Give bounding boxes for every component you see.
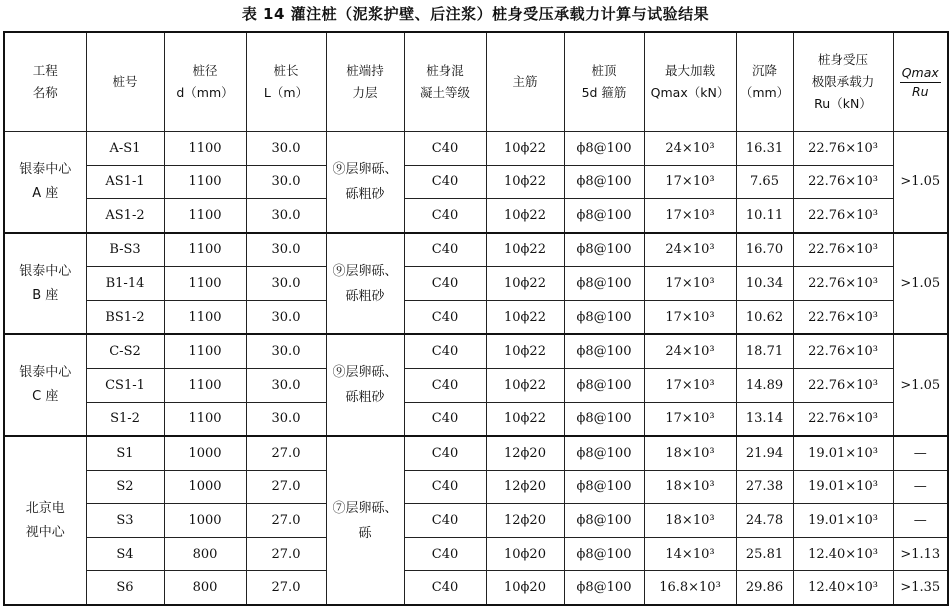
pile-no-cell: B1-14 bbox=[86, 267, 164, 301]
table-row bbox=[4, 199, 948, 233]
ratio-cell: >1.05 bbox=[893, 132, 948, 233]
table-row bbox=[4, 300, 948, 334]
concrete-cell: C40 bbox=[404, 571, 486, 605]
ru-cell: 22.76×10³ bbox=[793, 267, 893, 301]
ru-cell: 22.76×10³ bbox=[793, 368, 893, 402]
ratio-cell: >1.13 bbox=[893, 537, 948, 571]
concrete-cell: C40 bbox=[404, 165, 486, 199]
header-bearing-layer: 桩端持 力层 bbox=[326, 32, 404, 132]
ratio-cell: — bbox=[893, 470, 948, 504]
settlement-cell: 13.14 bbox=[736, 402, 793, 436]
pile-results-table bbox=[3, 31, 949, 606]
pile-no-cell: S4 bbox=[86, 537, 164, 571]
diameter-cell: 800 bbox=[164, 537, 246, 571]
project-name-cell: 银泰中心 B 座 bbox=[4, 233, 86, 335]
length-cell: 30.0 bbox=[246, 132, 326, 166]
stirrup-cell: ϕ8@100 bbox=[564, 334, 644, 368]
header-qmax: 最大加载 Qmax（kN） bbox=[644, 32, 736, 132]
settlement-cell: 25.81 bbox=[736, 537, 793, 571]
diameter-cell: 1000 bbox=[164, 504, 246, 538]
qmax-cell: 18×10³ bbox=[644, 436, 736, 470]
diameter-cell: 1100 bbox=[164, 267, 246, 301]
diameter-cell: 1100 bbox=[164, 368, 246, 402]
header-stirrup: 桩顶 5d 箍筋 bbox=[564, 32, 644, 132]
main-bar-cell: 10ϕ22 bbox=[486, 300, 564, 334]
main-bar-cell: 10ϕ20 bbox=[486, 537, 564, 571]
length-cell: 30.0 bbox=[246, 199, 326, 233]
length-cell: 27.0 bbox=[246, 571, 326, 605]
ru-cell: 19.01×10³ bbox=[793, 470, 893, 504]
stirrup-cell: ϕ8@100 bbox=[564, 402, 644, 436]
ru-cell: 22.76×10³ bbox=[793, 199, 893, 233]
concrete-cell: C40 bbox=[404, 470, 486, 504]
stirrup-cell: ϕ8@100 bbox=[564, 165, 644, 199]
stirrup-cell: ϕ8@100 bbox=[564, 571, 644, 605]
diameter-cell: 1100 bbox=[164, 402, 246, 436]
ru-cell: 22.76×10³ bbox=[793, 165, 893, 199]
qmax-cell: 14×10³ bbox=[644, 537, 736, 571]
concrete-cell: C40 bbox=[404, 368, 486, 402]
length-cell: 30.0 bbox=[246, 368, 326, 402]
pile-no-cell: S1 bbox=[86, 436, 164, 470]
length-cell: 30.0 bbox=[246, 300, 326, 334]
main-bar-cell: 10ϕ22 bbox=[486, 368, 564, 402]
pile-no-cell: AS1-1 bbox=[86, 165, 164, 199]
table-title: 表 14 灌注桩（泥浆护壁、后注浆）桩身受压承载力计算与试验结果 bbox=[241, 5, 710, 23]
table-row bbox=[4, 267, 948, 301]
concrete-cell: C40 bbox=[404, 504, 486, 538]
pile-no-cell: B-S3 bbox=[86, 233, 164, 267]
ru-cell: 22.76×10³ bbox=[793, 233, 893, 267]
qmax-cell: 18×10³ bbox=[644, 504, 736, 538]
length-cell: 27.0 bbox=[246, 470, 326, 504]
settlement-cell: 21.94 bbox=[736, 436, 793, 470]
main-bar-cell: 10ϕ20 bbox=[486, 571, 564, 605]
diameter-cell: 1100 bbox=[164, 199, 246, 233]
ratio-fraction: $\frac{Qmax}{Ru}$ bbox=[901, 64, 939, 99]
ratio-cell: >1.35 bbox=[893, 571, 948, 605]
qmax-cell: 18×10³ bbox=[644, 470, 736, 504]
ru-cell: 22.76×10³ bbox=[793, 300, 893, 334]
stirrup-cell: ϕ8@100 bbox=[564, 504, 644, 538]
ratio-cell: >1.05 bbox=[893, 233, 948, 335]
table-row bbox=[4, 470, 948, 504]
main-bar-cell: 10ϕ22 bbox=[486, 334, 564, 368]
diameter-cell: 800 bbox=[164, 571, 246, 605]
qmax-cell: 24×10³ bbox=[644, 233, 736, 267]
pile-no-cell: C-S2 bbox=[86, 334, 164, 368]
concrete-cell: C40 bbox=[404, 334, 486, 368]
header-diameter: 桩径 d（mm） bbox=[164, 32, 246, 132]
ratio-cell: >1.05 bbox=[893, 334, 948, 436]
stirrup-cell: ϕ8@100 bbox=[564, 537, 644, 571]
settlement-cell: 18.71 bbox=[736, 334, 793, 368]
header-row bbox=[4, 32, 948, 132]
main-bar-cell: 10ϕ22 bbox=[486, 267, 564, 301]
pile-no-cell: A-S1 bbox=[86, 132, 164, 166]
concrete-cell: C40 bbox=[404, 537, 486, 571]
pile-no-cell: S3 bbox=[86, 504, 164, 538]
qmax-cell: 17×10³ bbox=[644, 267, 736, 301]
table-row bbox=[4, 233, 948, 267]
table-row bbox=[4, 402, 948, 436]
stirrup-cell: ϕ8@100 bbox=[564, 199, 644, 233]
main-bar-cell: 12ϕ20 bbox=[486, 436, 564, 470]
concrete-cell: C40 bbox=[404, 402, 486, 436]
ru-cell: 12.40×10³ bbox=[793, 537, 893, 571]
settlement-cell: 16.31 bbox=[736, 132, 793, 166]
pile-no-cell: BS1-2 bbox=[86, 300, 164, 334]
length-cell: 30.0 bbox=[246, 233, 326, 267]
table-row bbox=[4, 537, 948, 571]
table-row bbox=[4, 571, 948, 605]
length-cell: 27.0 bbox=[246, 504, 326, 538]
settlement-cell: 7.65 bbox=[736, 165, 793, 199]
settlement-cell: 24.78 bbox=[736, 504, 793, 538]
bearing-layer-cell: ⑨层卵砾、 砾粗砂 bbox=[326, 334, 404, 436]
bearing-layer-cell: ⑨层卵砾、 砾粗砂 bbox=[326, 132, 404, 233]
diameter-cell: 1100 bbox=[164, 165, 246, 199]
main-bar-cell: 10ϕ22 bbox=[486, 402, 564, 436]
ru-cell: 22.76×10³ bbox=[793, 334, 893, 368]
main-bar-cell: 10ϕ22 bbox=[486, 199, 564, 233]
table-row bbox=[4, 165, 948, 199]
project-name-cell: 银泰中心 C 座 bbox=[4, 334, 86, 436]
stirrup-cell: ϕ8@100 bbox=[564, 267, 644, 301]
header-pile-no: 桩号 bbox=[86, 32, 164, 132]
table-row bbox=[4, 334, 948, 368]
settlement-cell: 27.38 bbox=[736, 470, 793, 504]
length-cell: 30.0 bbox=[246, 402, 326, 436]
qmax-cell: 24×10³ bbox=[644, 334, 736, 368]
bearing-layer-cell: ⑨层卵砾、 砾粗砂 bbox=[326, 233, 404, 335]
bearing-layer-cell: ⑦层卵砾、 砾 bbox=[326, 436, 404, 605]
concrete-cell: C40 bbox=[404, 233, 486, 267]
main-bar-cell: 10ϕ22 bbox=[486, 165, 564, 199]
stirrup-cell: ϕ8@100 bbox=[564, 436, 644, 470]
table-row bbox=[4, 436, 948, 470]
concrete-cell: C40 bbox=[404, 300, 486, 334]
settlement-cell: 10.11 bbox=[736, 199, 793, 233]
ru-cell: 22.76×10³ bbox=[793, 132, 893, 166]
project-name-cell: 北京电 视中心 bbox=[4, 436, 86, 605]
pile-no-cell: S2 bbox=[86, 470, 164, 504]
qmax-cell: 17×10³ bbox=[644, 165, 736, 199]
concrete-cell: C40 bbox=[404, 199, 486, 233]
table-row bbox=[4, 132, 948, 166]
settlement-cell: 10.62 bbox=[736, 300, 793, 334]
settlement-cell: 29.86 bbox=[736, 571, 793, 605]
diameter-cell: 1100 bbox=[164, 300, 246, 334]
qmax-cell: 17×10³ bbox=[644, 300, 736, 334]
settlement-cell: 14.89 bbox=[736, 368, 793, 402]
header-ratio bbox=[893, 32, 948, 132]
stirrup-cell: ϕ8@100 bbox=[564, 300, 644, 334]
ratio-cell: — bbox=[893, 504, 948, 538]
ru-cell: 22.76×10³ bbox=[793, 402, 893, 436]
pile-no-cell: S6 bbox=[86, 571, 164, 605]
concrete-cell: C40 bbox=[404, 436, 486, 470]
stirrup-cell: ϕ8@100 bbox=[564, 132, 644, 166]
length-cell: 27.0 bbox=[246, 537, 326, 571]
ru-cell: 19.01×10³ bbox=[793, 436, 893, 470]
header-length: 桩长 L（m） bbox=[246, 32, 326, 132]
main-bar-cell: 10ϕ22 bbox=[486, 132, 564, 166]
header-main-bar: 主筋 bbox=[486, 32, 564, 132]
main-bar-cell: 12ϕ20 bbox=[486, 504, 564, 538]
diameter-cell: 1000 bbox=[164, 470, 246, 504]
project-name-cell: 银泰中心 A 座 bbox=[4, 132, 86, 233]
diameter-cell: 1100 bbox=[164, 334, 246, 368]
header-project: 工程 名称 bbox=[4, 32, 86, 132]
concrete-cell: C40 bbox=[404, 132, 486, 166]
qmax-cell: 17×10³ bbox=[644, 368, 736, 402]
settlement-cell: 16.70 bbox=[736, 233, 793, 267]
stirrup-cell: ϕ8@100 bbox=[564, 233, 644, 267]
ru-cell: 19.01×10³ bbox=[793, 504, 893, 538]
table-row bbox=[4, 368, 948, 402]
length-cell: 30.0 bbox=[246, 334, 326, 368]
qmax-cell: 16.8×10³ bbox=[644, 571, 736, 605]
ratio-cell: — bbox=[893, 436, 948, 470]
length-cell: 27.0 bbox=[246, 436, 326, 470]
header-settlement: 沉降 （mm） bbox=[736, 32, 793, 132]
stirrup-cell: ϕ8@100 bbox=[564, 470, 644, 504]
stirrup-cell: ϕ8@100 bbox=[564, 368, 644, 402]
pile-no-cell: AS1-2 bbox=[86, 199, 164, 233]
length-cell: 30.0 bbox=[246, 165, 326, 199]
main-bar-cell: 12ϕ20 bbox=[486, 470, 564, 504]
qmax-cell: 17×10³ bbox=[644, 402, 736, 436]
pile-no-cell: S1-2 bbox=[86, 402, 164, 436]
concrete-cell: C40 bbox=[404, 267, 486, 301]
ru-cell: 12.40×10³ bbox=[793, 571, 893, 605]
settlement-cell: 10.34 bbox=[736, 267, 793, 301]
table-row bbox=[4, 504, 948, 538]
qmax-cell: 24×10³ bbox=[644, 132, 736, 166]
diameter-cell: 1000 bbox=[164, 436, 246, 470]
length-cell: 30.0 bbox=[246, 267, 326, 301]
diameter-cell: 1100 bbox=[164, 233, 246, 267]
header-concrete: 桩身混 凝土等级 bbox=[404, 32, 486, 132]
main-bar-cell: 10ϕ22 bbox=[486, 233, 564, 267]
pile-no-cell: CS1-1 bbox=[86, 368, 164, 402]
qmax-cell: 17×10³ bbox=[644, 199, 736, 233]
diameter-cell: 1100 bbox=[164, 132, 246, 166]
header-ru: 桩身受压 极限承载力 Ru（kN） bbox=[793, 32, 893, 132]
